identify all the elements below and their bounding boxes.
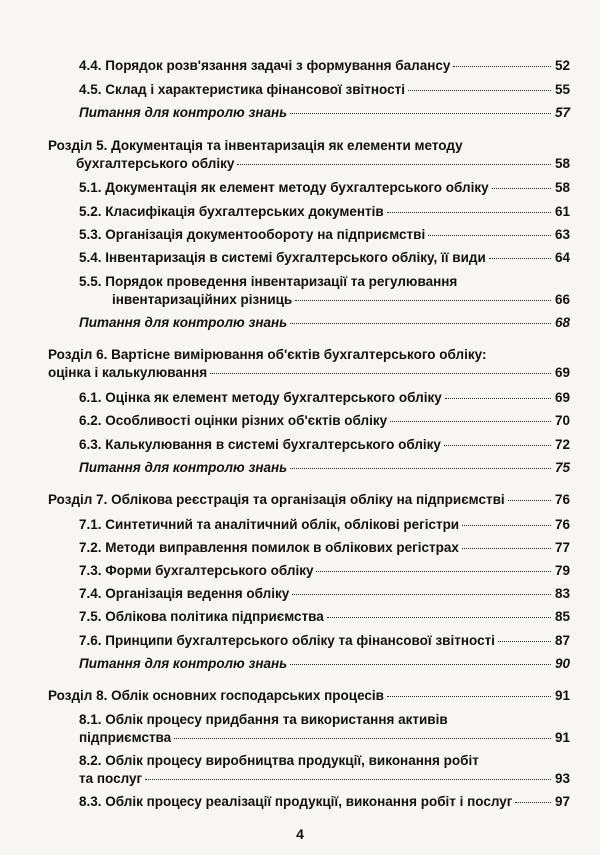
dot-leader [210,373,551,374]
dot-leader [515,802,551,803]
dot-leader [237,164,551,165]
toc-entry-page: 64 [554,250,570,265]
dot-leader [290,113,551,114]
toc-entry-questions[interactable] [79,104,570,122]
toc-entry-page: 93 [554,771,570,786]
toc-entry-title: Питання для контролю знань [79,105,288,120]
toc-entry-page: 85 [554,609,570,624]
toc-entry-page: 70 [554,413,570,428]
dot-leader [290,664,551,665]
dot-leader [462,525,551,526]
toc-entry-questions[interactable] [79,314,570,332]
toc-chapter-entry[interactable] [48,491,570,509]
toc-entry[interactable] [79,516,570,534]
dot-leader [174,738,551,739]
dot-leader [498,641,551,642]
toc-entry-page: 68 [554,315,570,330]
toc-entry-page: 72 [554,437,570,452]
toc-entry-title-line1: Розділ 5. Документація та інвентаризація як елементи методу [48,138,463,153]
toc-entry[interactable] [79,436,570,454]
dot-leader [290,323,551,324]
toc-entry-title: 8.3. Облік процесу реалізації продукції, виконання робіт і послуг [79,794,513,809]
toc-entry-page: 61 [554,204,570,219]
toc-entry[interactable] [79,249,570,267]
toc-chapter-entry[interactable] [48,137,570,173]
dot-leader [408,90,551,91]
toc-entry-title: 6.3. Калькулювання в системі бухгалтерського обліку [79,437,441,452]
toc-entry-title-line2: та послуг [79,771,143,786]
toc-entry-title: 6.1. Оцінка як елемент методу бухгалтерського обліку [79,390,442,405]
toc-entry-page: 58 [554,156,570,171]
toc-entry-title: 4.5. Склад і характеристика фінансової звітності [79,82,405,97]
toc-entry-page: 58 [554,180,570,195]
toc-entry-page: 75 [554,460,570,475]
toc-entry[interactable] [79,752,570,788]
dot-leader [390,421,551,422]
toc-entry-page: 76 [554,492,570,507]
toc-entry[interactable] [79,632,570,650]
dot-leader [316,571,551,572]
toc-entry-title: 5.4. Інвентаризація в системі бухгалтерського обліку, її види [79,250,486,265]
dot-leader [387,212,551,213]
dot-leader [445,398,551,399]
toc-entry-title-line1: 8.2. Облік процесу виробництва продукції, виконання робіт [79,753,479,768]
dot-leader [428,235,551,236]
toc-entry[interactable] [79,203,570,221]
page-number: 4 [296,826,304,842]
toc-entry-questions[interactable] [79,459,570,477]
toc-entry[interactable] [79,389,570,407]
dot-leader [444,445,551,446]
toc-entry-page: 91 [554,688,570,703]
toc-entry-title-line1: 5.5. Порядок проведення інвентаризації та регулювання [79,274,458,289]
toc-entry-title-line1: Розділ 6. Вартісне вимірювання об'єктів бухгалтерського обліку: [48,347,487,362]
toc-entry-title: 6.2. Особливості оцінки різних об'єктів обліку [79,413,388,428]
toc-entry-title: 5.1. Документація як елемент методу бухгалтерського обліку [79,180,489,195]
toc-entry[interactable] [79,57,570,75]
toc-entry[interactable] [79,711,570,747]
toc-entry-title: 7.1. Синтетичний та аналітичний облік, облікові регістри [79,517,460,532]
dot-leader [508,500,551,501]
dot-leader [462,548,551,549]
toc-entry-title: Питання для контролю знань [79,656,288,671]
toc-entry-page: 66 [554,292,570,307]
toc-entry-title: 7.3. Форми бухгалтерського обліку [79,563,314,578]
dot-leader [290,468,551,469]
toc-entry-page: 77 [554,540,570,555]
toc-entry-title: 7.2. Методи виправлення помилок в облікових регістрах [79,540,459,555]
toc-entry-title: 7.6. Принципи бухгалтерського обліку та фінансової звітності [79,633,495,648]
toc-entry-page: 83 [554,586,570,601]
toc-entry-questions[interactable] [79,655,570,673]
toc-entry-title-line1: 8.1. Облік процесу придбання та використання активів [79,712,448,727]
dot-leader [492,188,551,189]
toc-entry-title: Питання для контролю знань [79,460,288,475]
toc-entry-title: Розділ 7. Облікова реєстрація та організація обліку на підприємстві [48,492,505,507]
toc-chapter-entry[interactable] [48,687,570,705]
toc-entry[interactable] [79,585,570,603]
toc-entry-page: 69 [554,365,570,380]
toc-entry[interactable] [79,81,570,99]
toc-entry-title-line2: інвентаризаційних різниць [112,292,293,307]
toc-entry[interactable] [79,539,570,557]
toc-entry-page: 90 [554,656,570,671]
toc-entry-title: 7.4. Організація ведення обліку [79,586,290,601]
toc-entry-title: 5.3. Організація документообороту на підприємстві [79,227,426,242]
toc-entry-page: 97 [554,794,570,809]
toc-entry-page: 52 [554,58,570,73]
toc-entry-title-line2: бухгалтерського обліку [76,156,235,171]
dot-leader [327,617,551,618]
dot-leader [145,779,551,780]
toc-entry-title-line2: підприємства [79,730,172,745]
toc-entry-page: 76 [554,517,570,532]
toc-entry-page: 63 [554,227,570,242]
toc-entry-page: 57 [554,105,570,120]
toc-entry-title: 4.4. Порядок розв'язання задачі з формування балансу [79,58,451,73]
dot-leader [453,66,551,67]
toc-entry[interactable] [79,179,570,197]
toc-entry[interactable] [79,226,570,244]
toc-entry-title: 5.2. Класифікація бухгалтерських документів [79,204,384,219]
toc-entry-title: 7.5. Облікова політика підприємства [79,609,324,624]
dot-leader [292,594,551,595]
toc-chapter-entry[interactable] [48,346,570,382]
toc-entry-page: 79 [554,563,570,578]
toc-entry[interactable] [79,412,570,430]
toc-entry[interactable] [79,608,570,626]
dot-leader [295,300,551,301]
dot-leader [387,696,551,697]
toc-entry-page: 69 [554,390,570,405]
toc-entry-title-line2: оцінка і калькулювання [48,365,208,380]
toc-entry[interactable] [79,273,570,309]
toc-entry[interactable] [79,793,570,811]
toc-entry-title: Питання для контролю знань [79,315,288,330]
toc-entry-page: 91 [554,730,570,745]
toc-entry-page: 87 [554,633,570,648]
toc-entry[interactable] [79,562,570,580]
dot-leader [489,258,551,259]
toc-entry-title: Розділ 8. Облік основних господарських процесів [48,688,384,703]
toc-entry-page: 55 [554,82,570,97]
